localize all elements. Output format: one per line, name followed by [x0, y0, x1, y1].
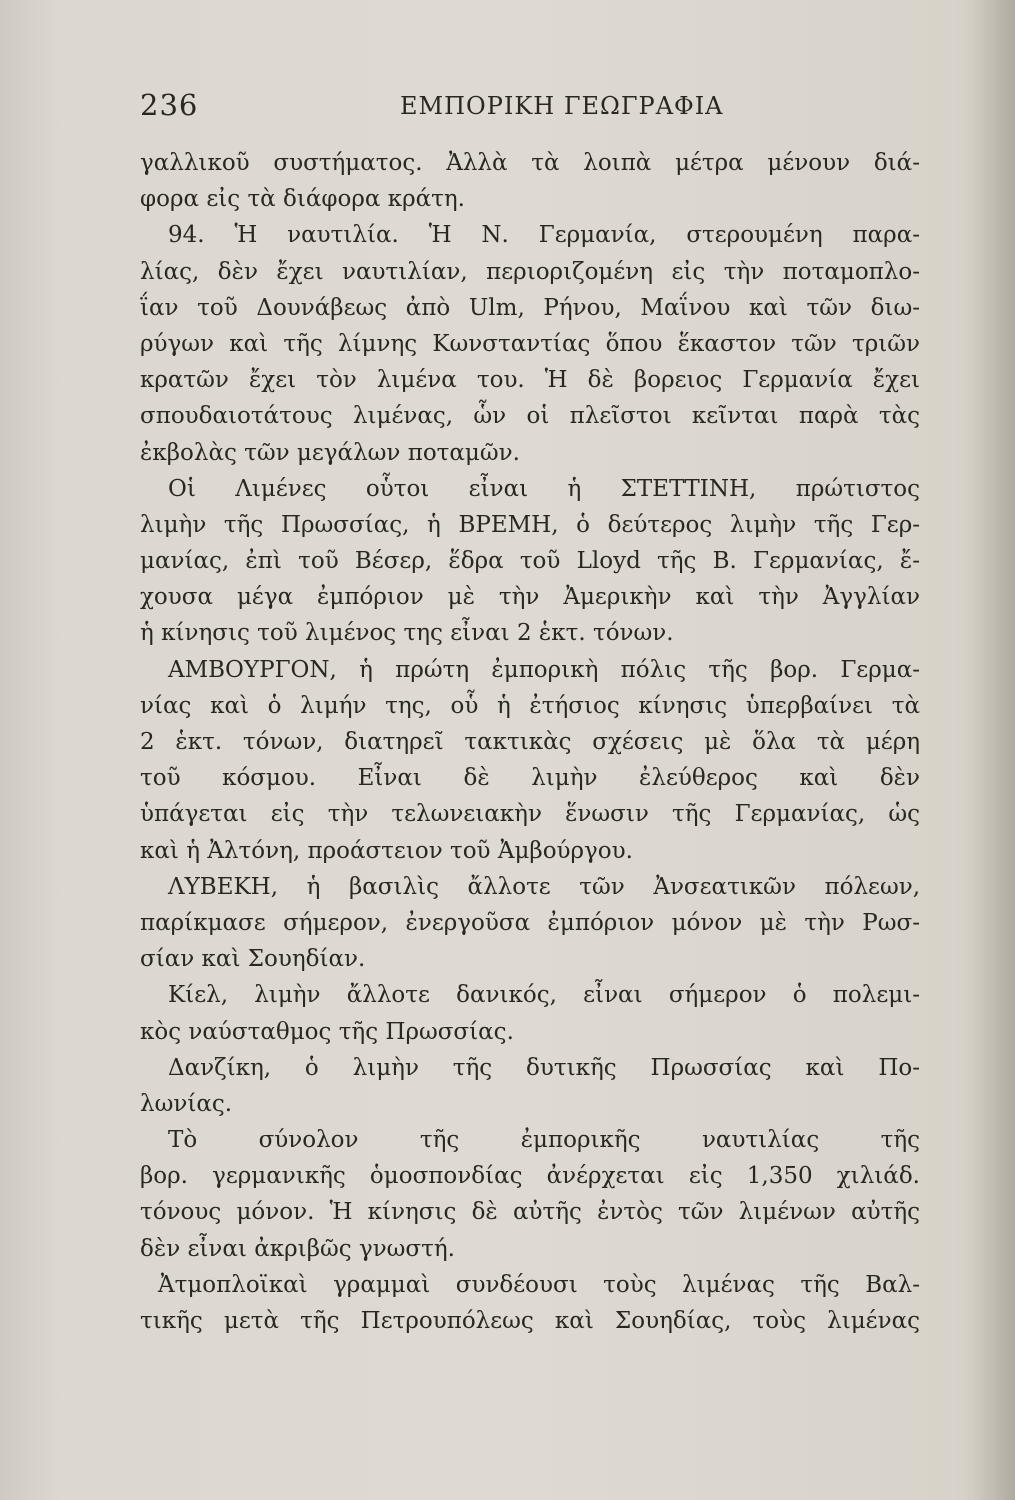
text-line: κὸς ναύσταθμος τῆς Πρωσσίας.	[140, 1018, 514, 1045]
text-line: Τὸ σύνολον τῆς ἐμπορικῆς ναυτιλίας τῆς	[168, 1127, 920, 1154]
text-line: ΐαν τοῦ Δουνάβεως ἀπὸ Ulm, Ρήνου, Μαΐνου καὶ τῶν διω-	[140, 294, 920, 321]
page-edge-shadow	[970, 0, 1015, 1500]
running-title: ΕΜΠΟΡΙΚΗ ΓΕΩΓΡΑΦΙΑ	[400, 92, 724, 120]
text-line: σπουδαιοτάτους λιμένας, ὧν οἱ πλεῖστοι κεῖνται παρὰ τὰς	[140, 403, 920, 430]
text-line: 94. Ἡ ναυτιλία. Ἡ Ν. Γερμανία, στερουμένη παρα-	[168, 222, 920, 249]
text-line: τικῆς μετὰ τῆς Πετρουπόλεως καὶ Σουηδίας, τοὺς λιμένας	[140, 1308, 920, 1334]
text-line: Δανζίκη, ὁ λιμὴν τῆς δυτικῆς Πρωσσίας καὶ Πο-	[168, 1054, 920, 1081]
text-line: ἐκβολὰς τῶν μεγάλων ποταμῶν.	[140, 439, 520, 466]
page-number: 236	[140, 88, 199, 122]
body-text	[140, 145, 920, 1339]
text-line: φορα εἰς τὰ διάφορα κράτη.	[140, 186, 465, 213]
text-line: Ἀτμοπλοϊκαὶ γραμμαὶ συνδέουσι τοὺς λιμένας τῆς Βαλ-	[158, 1271, 920, 1298]
text-line: 2 ἑκτ. τόνων, διατηρεῖ τακτικὰς σχέσεις μὲ ὅλα τὰ μέρη	[140, 729, 920, 755]
text-line: δὲν εἶναι ἀκριβῶς γνωστή.	[140, 1235, 455, 1262]
text-line: τοῦ κόσμου. Εἶναι δὲ λιμὴν ἐλεύθερος καὶ δὲν	[140, 765, 920, 792]
text-line: Οἱ Λιμένες οὗτοι εἶναι ἡ ΣΤΕΤΤΙΝΗ, πρώτιστος	[168, 475, 920, 502]
text-line: τόνους μόνον. Ἡ κίνησις δὲ αὐτῆς ἐντὸς τῶν λιμένων αὐτῆς	[140, 1199, 920, 1226]
text-line: ἡ κίνησις τοῦ λιμένος της εἶναι 2 ἑκτ. τόνων.	[140, 620, 674, 647]
text-line: λίας, δὲν ἔχει ναυτιλίαν, περιοριζομένη εἰς τὴν ποταμοπλο-	[140, 258, 920, 285]
page-header	[140, 88, 920, 128]
text-line: λωνίας.	[140, 1090, 233, 1117]
text-line: βορ. γερμανικῆς ὁμοσπονδίας ἀνέρχεται εἰς 1,350 χιλιάδ.	[140, 1163, 920, 1190]
text-line: σίαν καὶ Σουηδίαν.	[140, 946, 366, 973]
text-line: ΑΜΒΟΥΡΓΟΝ, ἡ πρώτη ἐμπορικὴ πόλις τῆς βορ. Γερμα-	[168, 656, 920, 683]
text-line: παρίκμασε σήμερον, ἐνεργοῦσα ἐμπόριον μόνον μὲ τὴν Ρωσ-	[140, 909, 920, 936]
text-line: ΛΥΒΕΚΗ, ἡ βασιλὶς ἄλλοτε τῶν Ἀνσεατικῶν πόλεων,	[168, 873, 920, 900]
text-line: χουσα μέγα ἐμπόριον μὲ τὴν Ἀμερικὴν καὶ τὴν Ἀγγλίαν	[140, 584, 920, 611]
text-line: λιμὴν τῆς Πρωσσίας, ἡ ΒΡΕΜΗ, ὁ δεύτερος λιμὴν τῆς Γερ-	[140, 511, 920, 538]
text-line: γαλλικοῦ συστήματος. Ἀλλὰ τὰ λοιπὰ μέτρα μένουν διά-	[140, 150, 920, 176]
text-line: κρατῶν ἔχει τὸν λιμένα του. Ἡ δὲ βορειος Γερμανία ἔχει	[140, 367, 920, 394]
text-line: ρύγων καὶ τῆς λίμνης Κωνσταντίας ὅπου ἕκαστον τῶν τριῶν	[140, 330, 920, 357]
text-line: καὶ ἡ Ἀλτόνη, προάστειον τοῦ Ἀμβούργου.	[140, 837, 633, 864]
text-line: ὑπάγεται εἰς τὴν τελωνειακὴν ἕνωσιν τῆς Γερμανίας, ὡς	[140, 801, 920, 828]
text-line: μανίας, ἐπὶ τοῦ Βέσερ, ἕδρα τοῦ Lloyd τῆς Β. Γερμανίας, ἔ-	[140, 548, 920, 575]
text-line: Κίελ, λιμὴν ἄλλοτε δανικός, εἶναι σήμερον ὁ πολεμι-	[168, 982, 920, 1009]
text-line: νίας καὶ ὁ λιμήν της, οὗ ἡ ἐτήσιος κίνησις ὑπερβαίνει τὰ	[140, 692, 920, 719]
